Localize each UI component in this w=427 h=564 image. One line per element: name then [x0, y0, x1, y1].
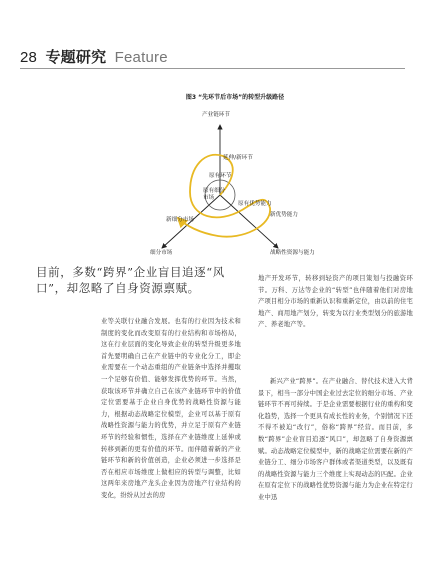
body-paragraph: 地产开发环节，转移到轻资产的项目策划与投融资环节。万科、万达等企业的“转型”也伴随着他们对房地产项目相分市场的重新认识和重新定位，由以前的住宅地产、商用地产划分，转变为以行业类型划分的旅游地产、养老地产等。: [258, 275, 413, 329]
figure-title: 图3 “先环节后市场”的转型升级路径: [185, 94, 285, 101]
axis-label-capability: 战略性资源与能力: [270, 250, 315, 256]
body-column-left: [101, 316, 241, 502]
section-title-english: Feature: [114, 49, 168, 66]
pull-quote: 目前，多数“跨界”企业盲目追逐“风口”，却忽略了自身资源禀赋。: [36, 265, 225, 295]
body-column-right-top: [258, 273, 413, 331]
body-paragraph: 新兴产业“跨界”。在产业融合、替代技术进入大背景下，相当一部分中国企业过去定位的细分市场、产业链环节不再可持续。于是企业需要根据行业的重构和变化趋势，选择一个更具有成长性的业务，个别情况下还不得不被迫“改行”，俗称“跨界”经营。而目前，多数“跨界”企业盲目追逐“风口”，却忽略了自身资源禀赋。动态战略定位模型中，新的战略定位需要在新的产业链分工、细分市场客户群体或者渠道类型，以及既有的战略性资源与能力三个维度上实现动态的匹配。企业在原有定位下的战略性优势资源与能力为企业在特定行业中迅: [258, 378, 413, 501]
transformation-path-diagram: [120, 100, 320, 270]
label-new-capability: 新优势能力: [270, 212, 298, 218]
label-existing-market: 原有细分市场: [203, 188, 226, 201]
page-header: [20, 46, 168, 67]
label-existing-link: 原有环节: [209, 173, 232, 179]
diagram-canvas: [120, 100, 320, 270]
label-extend-link: 延伸/新环节: [223, 155, 253, 161]
label-new-market: 新细分市场: [166, 217, 194, 223]
axis-label-industry-chain: 产业链环节: [202, 112, 230, 118]
label-existing-capability: 原有优势能力: [238, 201, 272, 207]
body-paragraph: 业等关联行业融合发展。也有的行业因为技术和制度的变化而改变原有的行业结构和市场格局，这在行业层面的变化导致企业的转型升级更多地首先要明确自己在产业链中的专业化分工，即企业需要在一个动态重组的产业链条中选择并攫取一个足够有价值、能够发挥优势的环节。当然，获取该环节并确立自己在该产业链环节中的价值定位需要基于企业自身优势的战略性资源与能力，根据动态战略定位模型，企业可以基于原有战略性资源与能力的优势，并立足于原有产业链环节的经验和惯性，选择在产业链维度上延伸或转移到新的更有价值的环节。而伴随着新的产业链环节和新的价值创造，企业必须进一步选择是否在相应市场维度上做相应的转型与调整，比如这两年来房地产龙头企业因为房地产行业结构的变化，纷纷从过去的房: [101, 318, 241, 499]
header-divider: [20, 68, 405, 69]
page-number: 28: [20, 49, 38, 66]
axis-label-market-segment: 细分市场: [150, 250, 173, 256]
body-column-right-bottom: [258, 376, 413, 504]
section-title: 专题研究: [45, 49, 107, 66]
